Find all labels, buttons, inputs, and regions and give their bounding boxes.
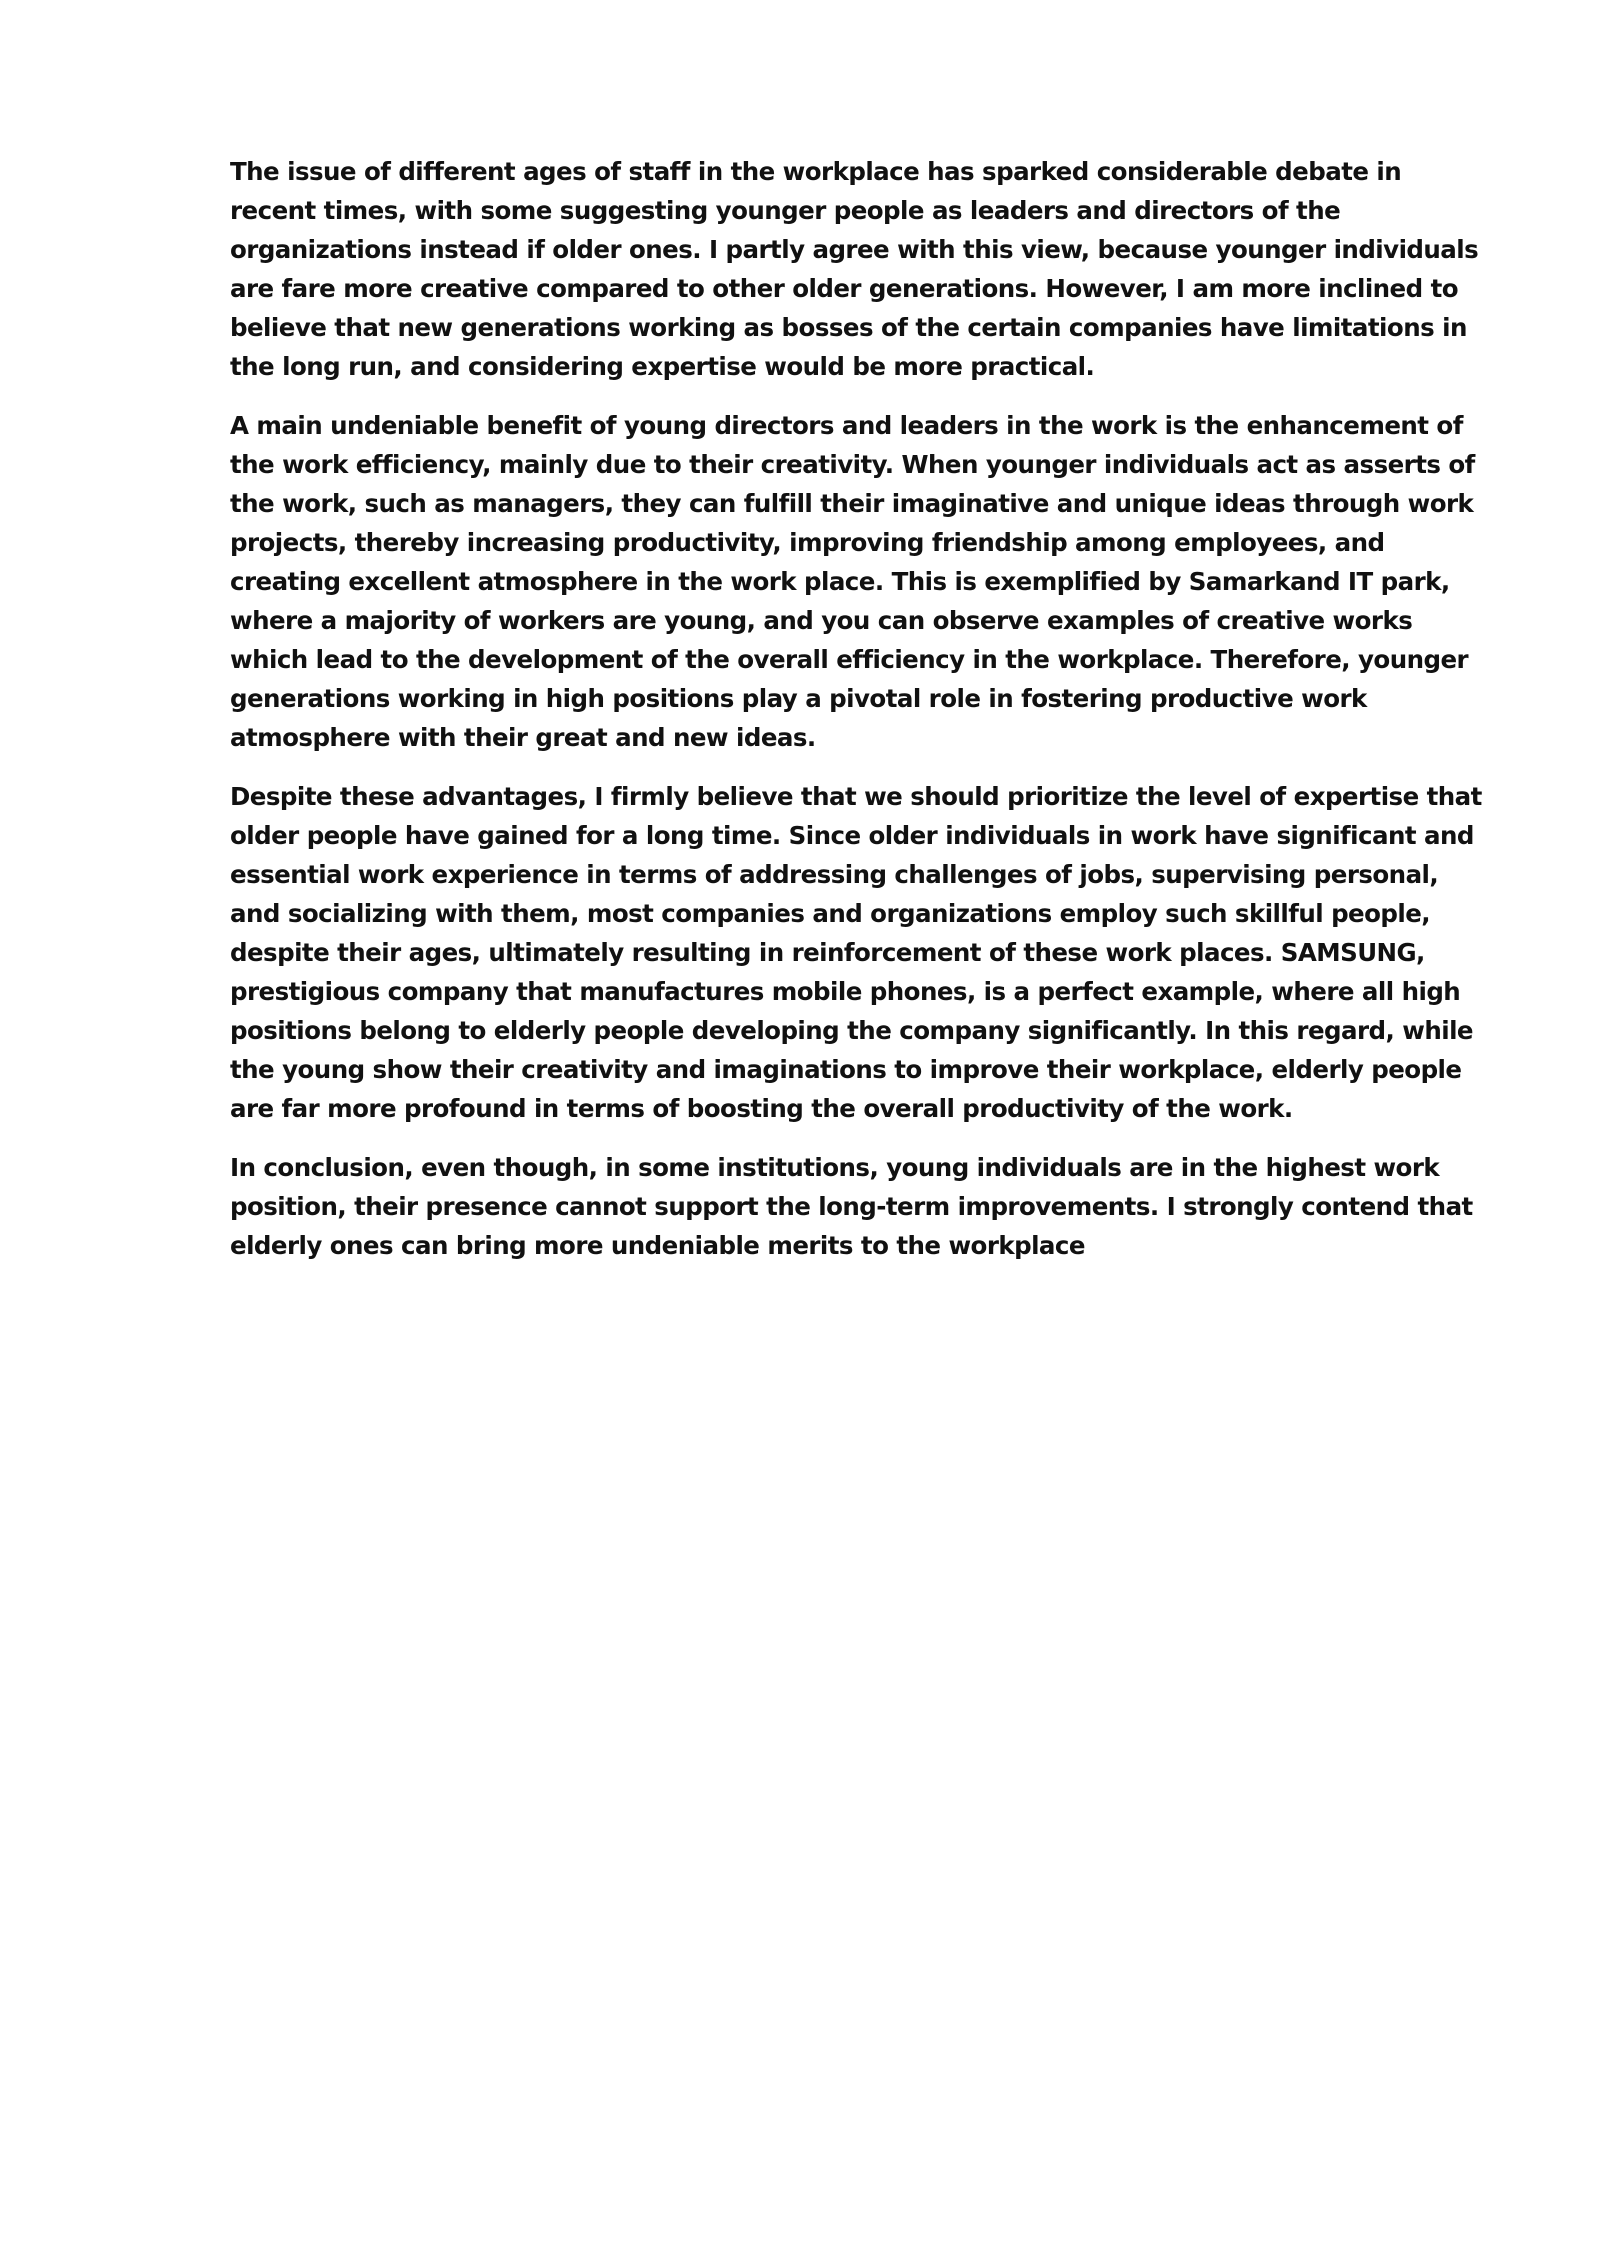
essay-body bbox=[230, 152, 1492, 1285]
paragraph-body-expertise: Despite these advantages, I firmly believe that we should prioritize the level of expertise that older people have gained for a long time. Since older individuals in work have significant and essential work experience in terms of addressing challenges of jobs, supervising personal, and socializing with them, most companies and organizations employ such skillful people, despite their ages, ultimately resulting in reinforcement of these work places. SAMSUNG, prestigious company that manufactures mobile phones, is a perfect example, where all high positions belong to elderly people developing the company significantly. In this regard, while the young show their creativity and imaginations to improve their workplace, elderly people are far more profound in terms of boosting the overall productivity of the work. bbox=[230, 782, 1482, 1123]
paragraph-conclusion: In conclusion, even though, in some institutions, young individuals are in the highest work position, their presence cannot support the long-term improvements. I strongly contend that elderly ones can bring more undeniable merits to the workplace bbox=[230, 1153, 1473, 1260]
paragraph-body-young-benefits: A main undeniable benefit of young directors and leaders in the work is the enhancement of the work efficiency, mainly due to their creativity. When younger individuals act as asserts of the work, such as managers, they can fulfill their imaginative and unique ideas through work projects, thereby increasing productivity, improving friendship among employees, and creating excellent atmosphere in the work place. This is exemplified by Samarkand IT park, where a majority of workers are young, and you can observe examples of creative works which lead to the development of the overall efficiency in the workplace. Therefore, younger generations working in high positions play a pivotal role in fostering productive work atmosphere with their great and new ideas. bbox=[230, 411, 1475, 752]
paragraph-introduction: The issue of different ages of staff in the workplace has sparked considerable debate in recent times, with some suggesting younger people as leaders and directors of the organizations instead if older ones. I partly agree with this view, because younger individuals are fare more creative compared to other older generations. However, I am more inclined to believe that new generations working as bosses of the certain companies have limitations in the long run, and considering expertise would be more practical. bbox=[230, 157, 1479, 381]
